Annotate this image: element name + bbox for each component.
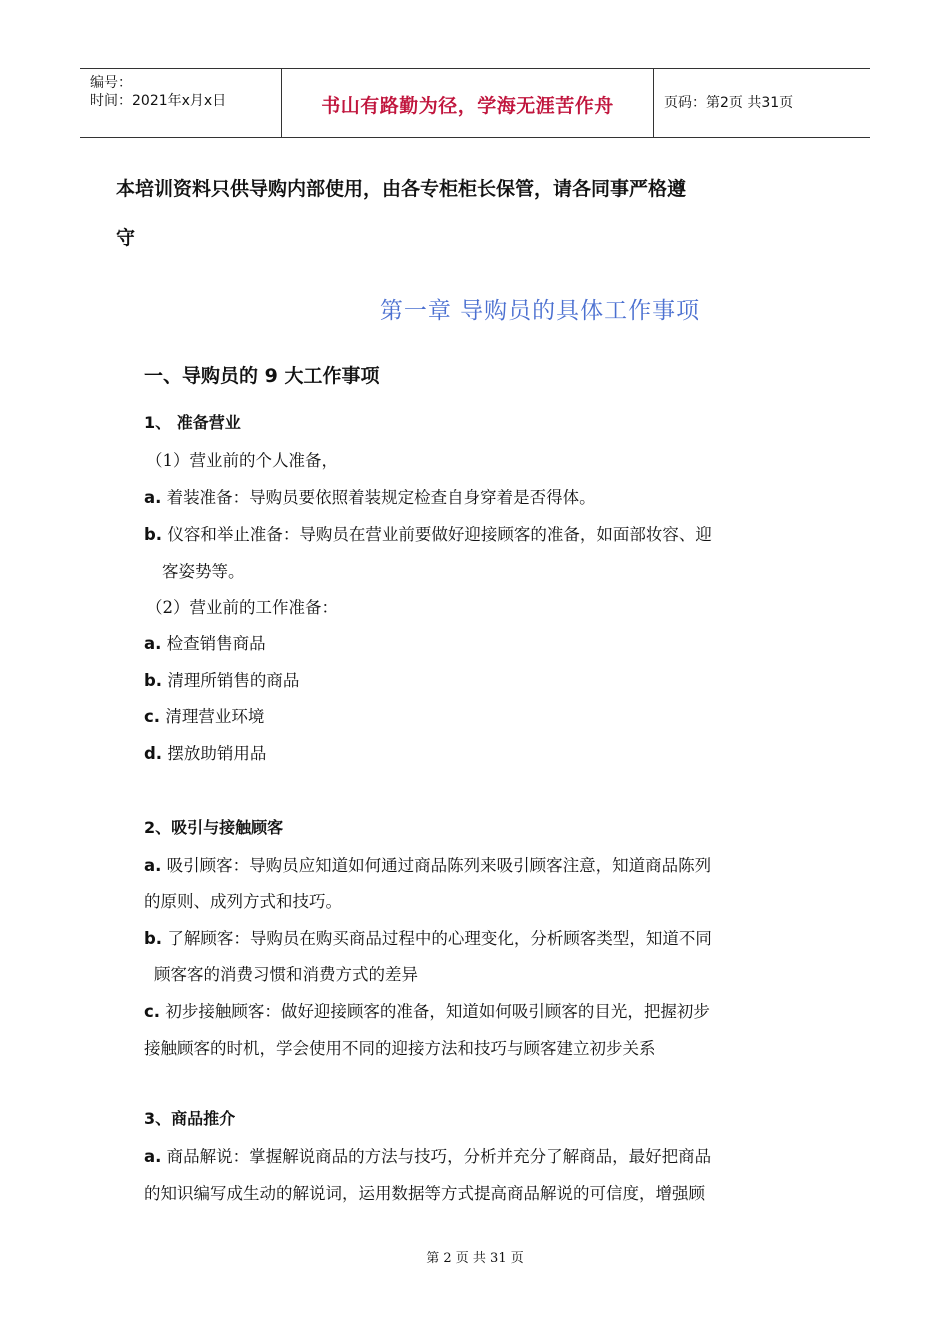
- list-marker: a.: [144, 856, 162, 875]
- para-1-a: [144, 484, 596, 508]
- time-label: 时间：2021年x月x日: [90, 93, 227, 109]
- para-4-a2: [144, 1180, 705, 1204]
- paragraph-text: 仪容和举止准备：导购员在营业前要做好迎接顾客的准备，如面部妆容、迎: [167, 525, 712, 544]
- section-heading: 一、导购员的 9 大工作事项: [144, 365, 380, 387]
- list-marker: a.: [144, 634, 162, 653]
- para-2-d: [144, 740, 266, 764]
- paragraph-text: 清理营业环境: [165, 707, 265, 726]
- list-marker: b.: [144, 929, 163, 948]
- paragraph-text: 的知识编写成生动的解说词，运用数据等方式提高商品解说的可信度，增强顾: [144, 1184, 705, 1203]
- paragraph-text: 商品解说：掌握解说商品的方法与技巧，分析并充分了解商品，最好把商品: [166, 1147, 712, 1166]
- list-marker: c.: [144, 707, 161, 726]
- para-2-b: [144, 667, 299, 691]
- paragraph-text: 3、商品推介: [144, 1109, 236, 1128]
- notice-line-1: 本培训资料只供导购内部使用，由各专柜柜长保管，请各同事严格遵: [116, 178, 687, 200]
- paragraph-text: 客姿势等。: [162, 562, 245, 581]
- page-info: 页码：第2页 共31页: [664, 95, 794, 111]
- list-marker: b.: [144, 671, 163, 690]
- paragraph-text: 的原则、成列方式和技巧。: [144, 892, 342, 911]
- para-3-a: [144, 852, 711, 876]
- page-footer: 第 2 页 共 31 页: [426, 1251, 524, 1266]
- paragraph-text: 检查销售商品: [166, 634, 266, 653]
- para-3-c: [144, 998, 710, 1022]
- list-marker: b.: [144, 525, 163, 544]
- list-marker: d.: [144, 744, 163, 763]
- paragraph-text: 1、 准备营业: [144, 413, 241, 432]
- para-3-b: [144, 925, 712, 949]
- heading-3: [144, 1106, 235, 1129]
- para-2-c: [144, 703, 264, 727]
- header-meta-cell: [80, 69, 282, 137]
- document-header: [80, 68, 870, 138]
- paragraph-text: 吸引顾客：导购员应知道如何通过商品陈列来吸引顾客注意，知道商品陈列: [166, 856, 712, 875]
- list-marker: a.: [144, 488, 162, 507]
- chapter-title: 第一章 导购员的具体工作事项: [379, 298, 701, 324]
- para-1-1: [146, 447, 338, 471]
- paragraph-text: 顾客客的消费习惯和消费方式的差异: [154, 965, 418, 984]
- para-4-a: [144, 1143, 711, 1167]
- paragraph-text: 清理所销售的商品: [167, 671, 300, 690]
- para-1-b2: [162, 558, 245, 582]
- para-3-b2: [154, 961, 418, 985]
- number-label: 编号：: [90, 75, 132, 91]
- list-marker: c.: [144, 1002, 161, 1021]
- para-1-2: [146, 594, 338, 618]
- paragraph-text: 了解顾客：导购员在购买商品过程中的心理变化，分析顾客类型，知道不同: [167, 929, 712, 948]
- list-marker: a.: [144, 1147, 162, 1166]
- paragraph-text: 初步接触顾客：做好迎接顾客的准备，知道如何吸引顾客的目光，把握初步: [165, 1002, 710, 1021]
- heading-2: [144, 815, 283, 838]
- paragraph-text: 摆放助销用品: [167, 744, 267, 763]
- para-3-c2: [144, 1035, 656, 1059]
- header-page-cell: [654, 69, 870, 137]
- paragraph-text: 接触顾客的时机，学会使用不同的迎接方法和技巧与顾客建立初步关系: [144, 1039, 656, 1058]
- notice-line-2: 守: [116, 227, 136, 249]
- para-3-a2: [144, 888, 342, 912]
- paragraph-text: 着装准备：导购员要依照着装规定检查自身穿着是否得体。: [166, 488, 596, 507]
- heading-1: [144, 410, 241, 433]
- header-motto-cell: [282, 69, 654, 137]
- para-1-b: [144, 521, 712, 545]
- paragraph-text: （1）营业前的个人准备，: [146, 451, 338, 470]
- paragraph-text: （2）营业前的工作准备：: [146, 598, 338, 617]
- paragraph-text: 2、吸引与接触顾客: [144, 818, 284, 837]
- motto-text: 书山有路勤为径，学海无涯苦作舟: [321, 95, 614, 117]
- para-2-a: [144, 630, 266, 654]
